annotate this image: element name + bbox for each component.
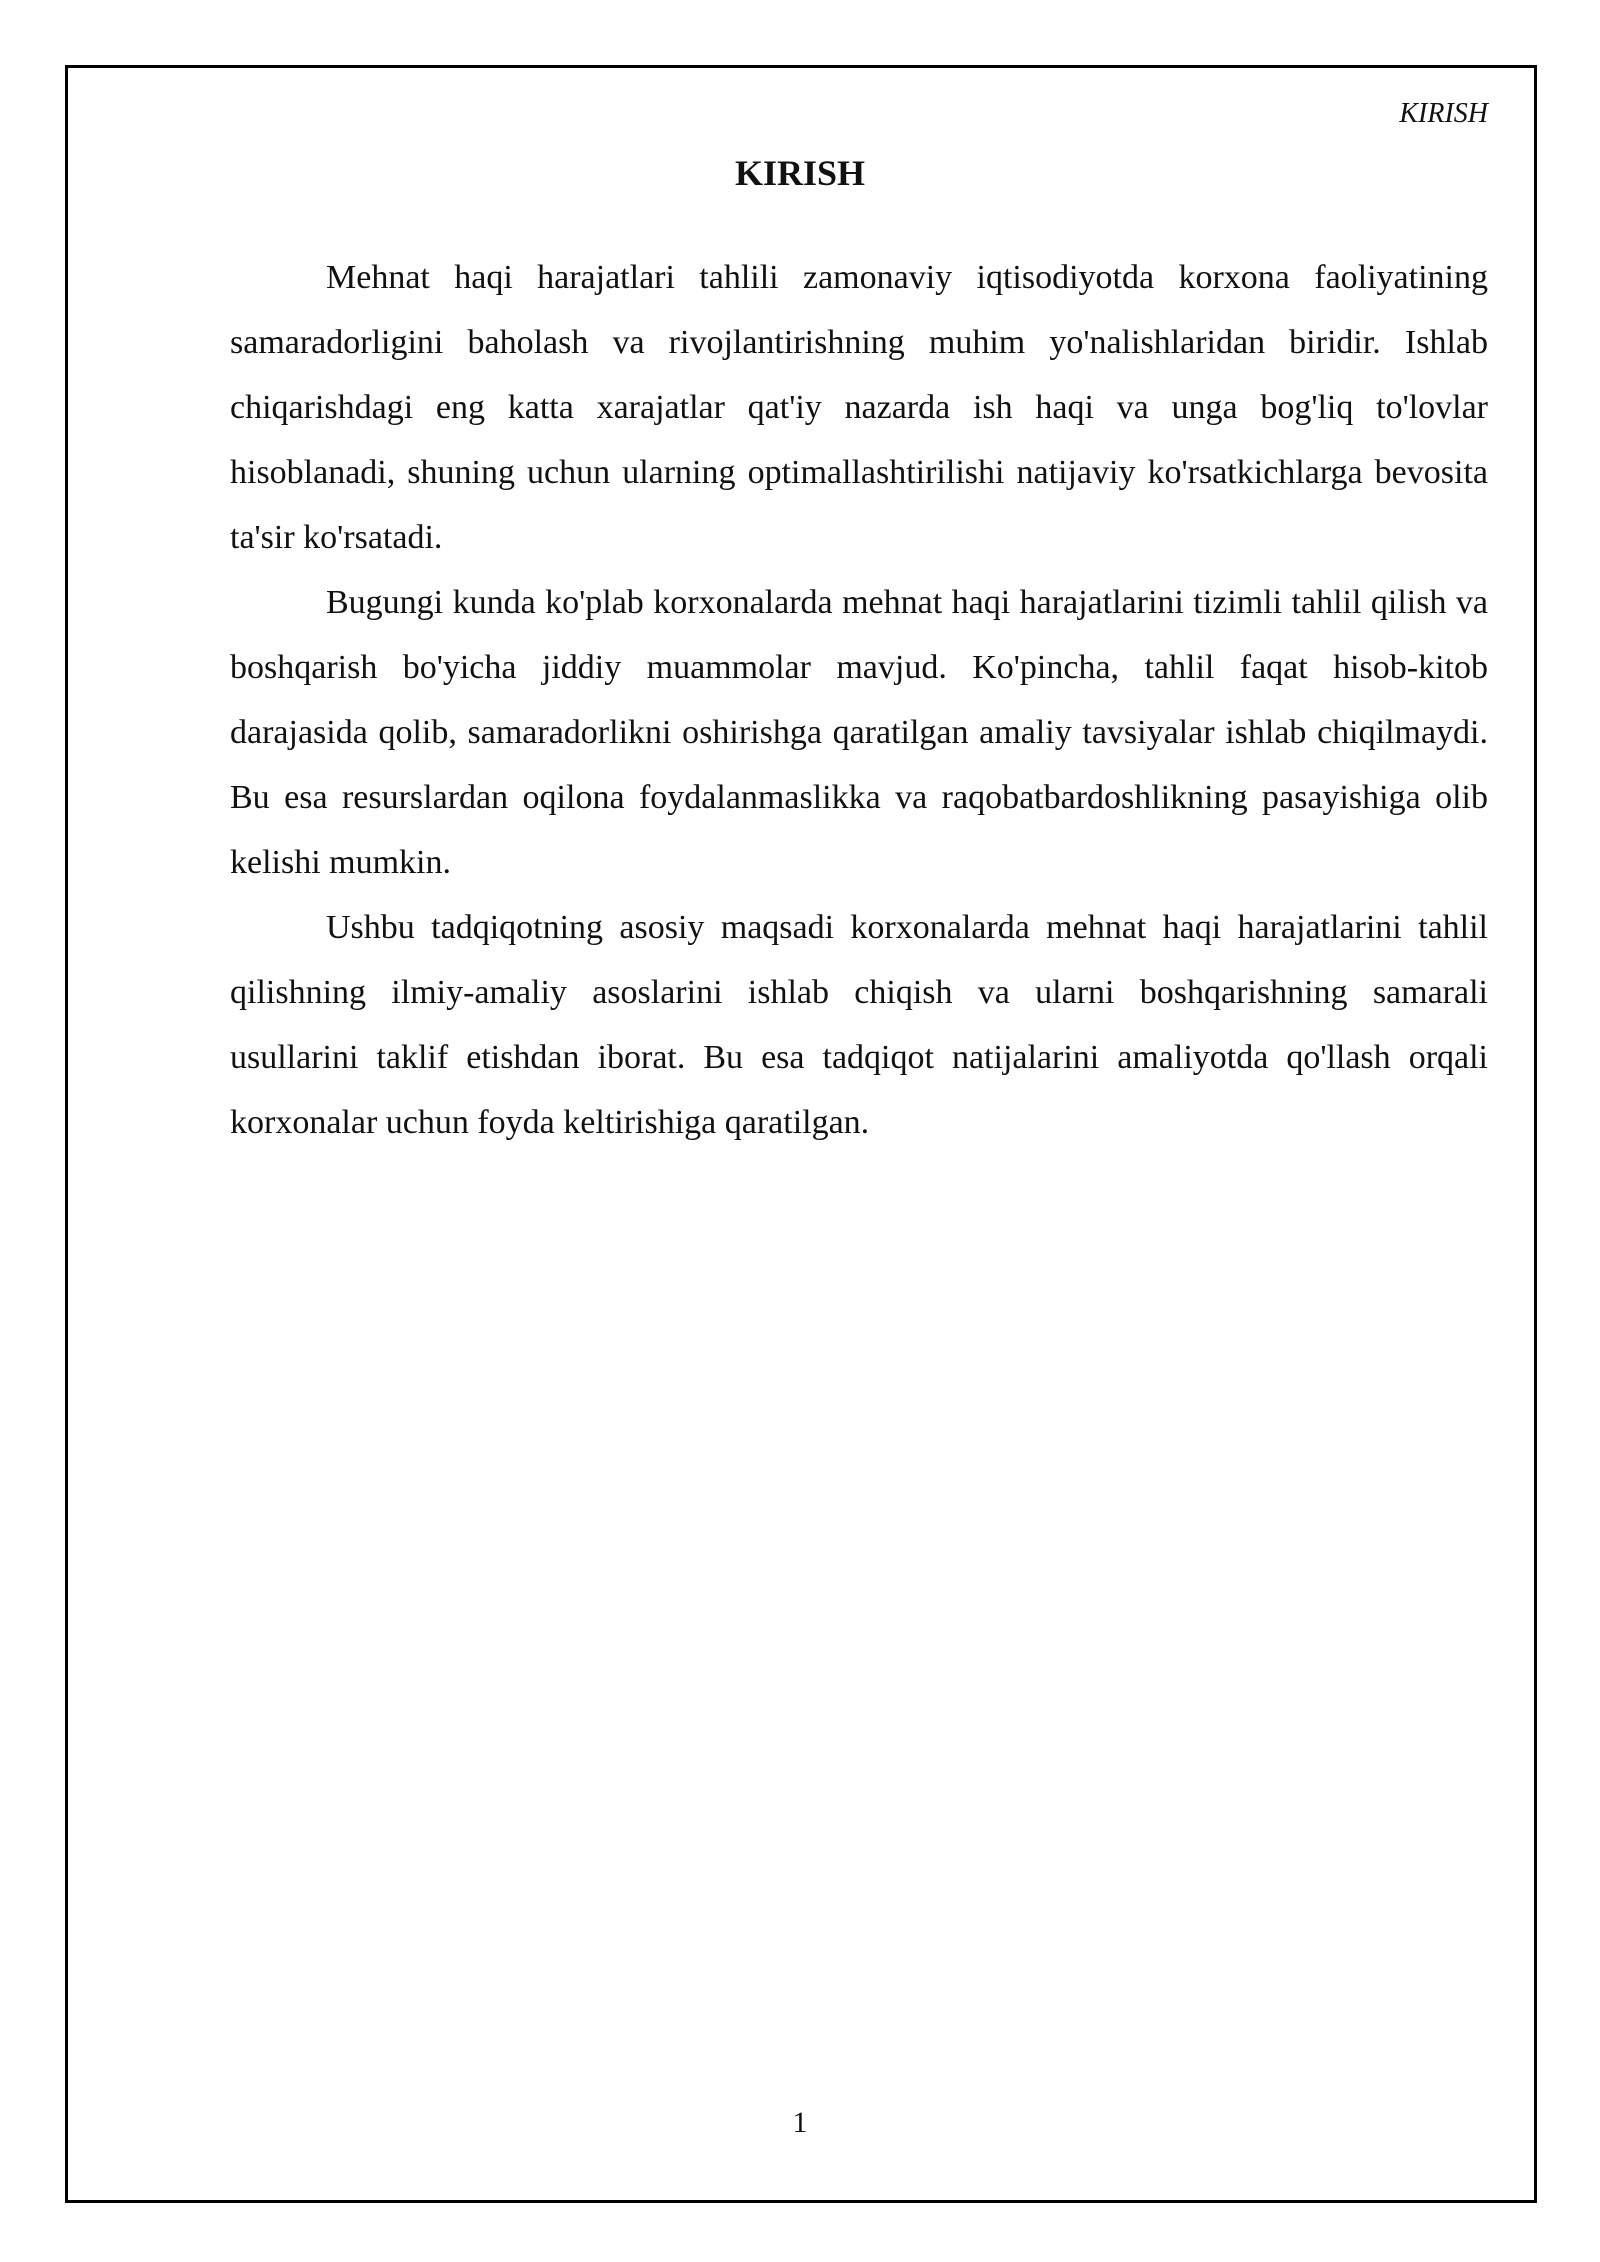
running-header: KIRISH [1399, 98, 1488, 129]
paragraph-2: Bugungi kunda ko'plab korxonalarda mehnat haqi harajatlarini tizimli tahlil qilish va boshqarish bo'yicha jiddiy muammolar mavjud. Ko'pincha, tahlil faqat hisob-kitob darajasida qolib, samaradorlikni oshirishga qaratilgan amaliy tavsiyalar ishlab chiqilmaydi. Bu esa resurslardan oqilona foydalanmaslikka va raqobatbardoshlikning pasayishiga olib kelishi mumkin. [230, 584, 1488, 881]
body-text [230, 245, 1488, 1155]
page-title: KIRISH [734, 153, 866, 193]
page-number: 1 [792, 2106, 808, 2139]
paragraph-3: Ushbu tadqiqotning asosiy maqsadi korxonalarda mehnat haqi harajatlarini tahlil qilishning ilmiy-amaliy asoslarini ishlab chiqish va ularni boshqarishning samarali usullarini taklif etishdan iborat. Bu esa tadqiqot natijalarini amaliyotda qo'llash orqali korxonalar uchun foyda keltirishiga qaratilgan. [230, 909, 1488, 1141]
paragraph-1: Mehnat haqi harajatlari tahlili zamonaviy iqtisodiyotda korxona faoliyatining samaradorligini baholash va rivojlantirishning muhim yo'nalishlaridan biridir. Ishlab chiqarishdagi eng katta xarajatlar qat'iy nazarda ish haqi va unga bog'liq to'lovlar hisoblanadi, shuning uchun ularning optimallashtirilishi natijaviy ko'rsatkichlarga bevosita ta'sir ko'rsatadi. [230, 259, 1488, 556]
